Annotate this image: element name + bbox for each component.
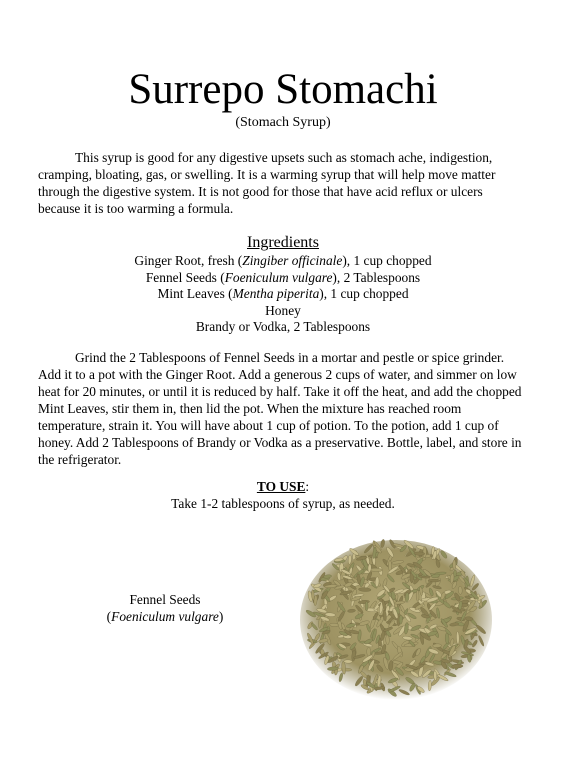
ingredients-list bbox=[0, 253, 566, 336]
latin-name: Mentha piperita bbox=[232, 286, 320, 301]
caption-latin: (Foeniculum vulgare) bbox=[106, 609, 224, 624]
page-title: Surrepo Stomachi bbox=[128, 66, 438, 113]
fennel-seeds-image bbox=[296, 528, 496, 708]
fennel-seed bbox=[453, 560, 456, 570]
fennel-seed bbox=[344, 660, 353, 664]
image-caption bbox=[90, 591, 240, 625]
fennel-seed bbox=[428, 579, 440, 582]
fennel-seed bbox=[399, 615, 403, 624]
ingredient-item: Mint Leaves (Mentha piperita), 1 cup chopped bbox=[157, 286, 409, 301]
directions-text: Grind the 2 Tablespoons of Fennel Seeds in a mortar and pestle or spice grinder. Add it to a pot with the Ginger Root. Add a generous 2 cups of water, and simmer on low heat for 20 minutes, or until it is reduced by half. Take it off the heat, and add the chopped Mint Leaves, stir them in, then lid the pot. When the mixture has reached room temperature, strain it. You will have about 1 cup of potion. To the potion, add 1 cup of honey. Add 2 Tablespoons of Brandy or Vodka as a preservative. Bottle, label, and store in the refrigerator. bbox=[38, 350, 522, 467]
fennel-seed bbox=[423, 546, 427, 557]
to-use-text: Take 1-2 tablespoons of syrup, as needed. bbox=[171, 496, 395, 511]
latin-name: Zingiber officinale bbox=[242, 253, 343, 268]
ingredient-item: Honey bbox=[265, 302, 301, 318]
fennel-seed bbox=[365, 601, 368, 610]
ingredients-heading: Ingredients bbox=[247, 234, 319, 251]
ingredient-item: Fennel Seeds (Foeniculum vulgare), 2 Tablespoons bbox=[145, 269, 421, 285]
to-use-label: TO USE bbox=[256, 479, 306, 494]
latin-name: Foeniculum vulgare bbox=[224, 269, 333, 285]
to-use-heading: TO USE: bbox=[256, 479, 310, 494]
caption-name: Fennel Seeds bbox=[129, 592, 201, 607]
page-subtitle: (Stomach Syrup) bbox=[235, 115, 331, 130]
ingredient-item: Brandy or Vodka, 2 Tablespoons bbox=[195, 319, 371, 334]
intro-paragraph bbox=[38, 149, 528, 217]
fennel-seed bbox=[414, 552, 425, 556]
intro-text: This syrup is good for any digestive upsets such as stomach ache, indigestion, cramping, bloating, gas, or swelling. It is a warming syrup that will help move matter through the digestive system. It is not good for those that have acid reflux or ulcers because it is too warming a formula. bbox=[38, 150, 496, 216]
fennel-seed bbox=[416, 590, 419, 601]
directions-paragraph bbox=[38, 349, 528, 468]
ingredient-item: Ginger Root, fresh (Zingiber officinale), 1 cup chopped bbox=[134, 253, 432, 268]
fennel-seed bbox=[458, 586, 462, 594]
fennel-seed bbox=[433, 644, 442, 648]
fennel-seed bbox=[367, 647, 371, 656]
